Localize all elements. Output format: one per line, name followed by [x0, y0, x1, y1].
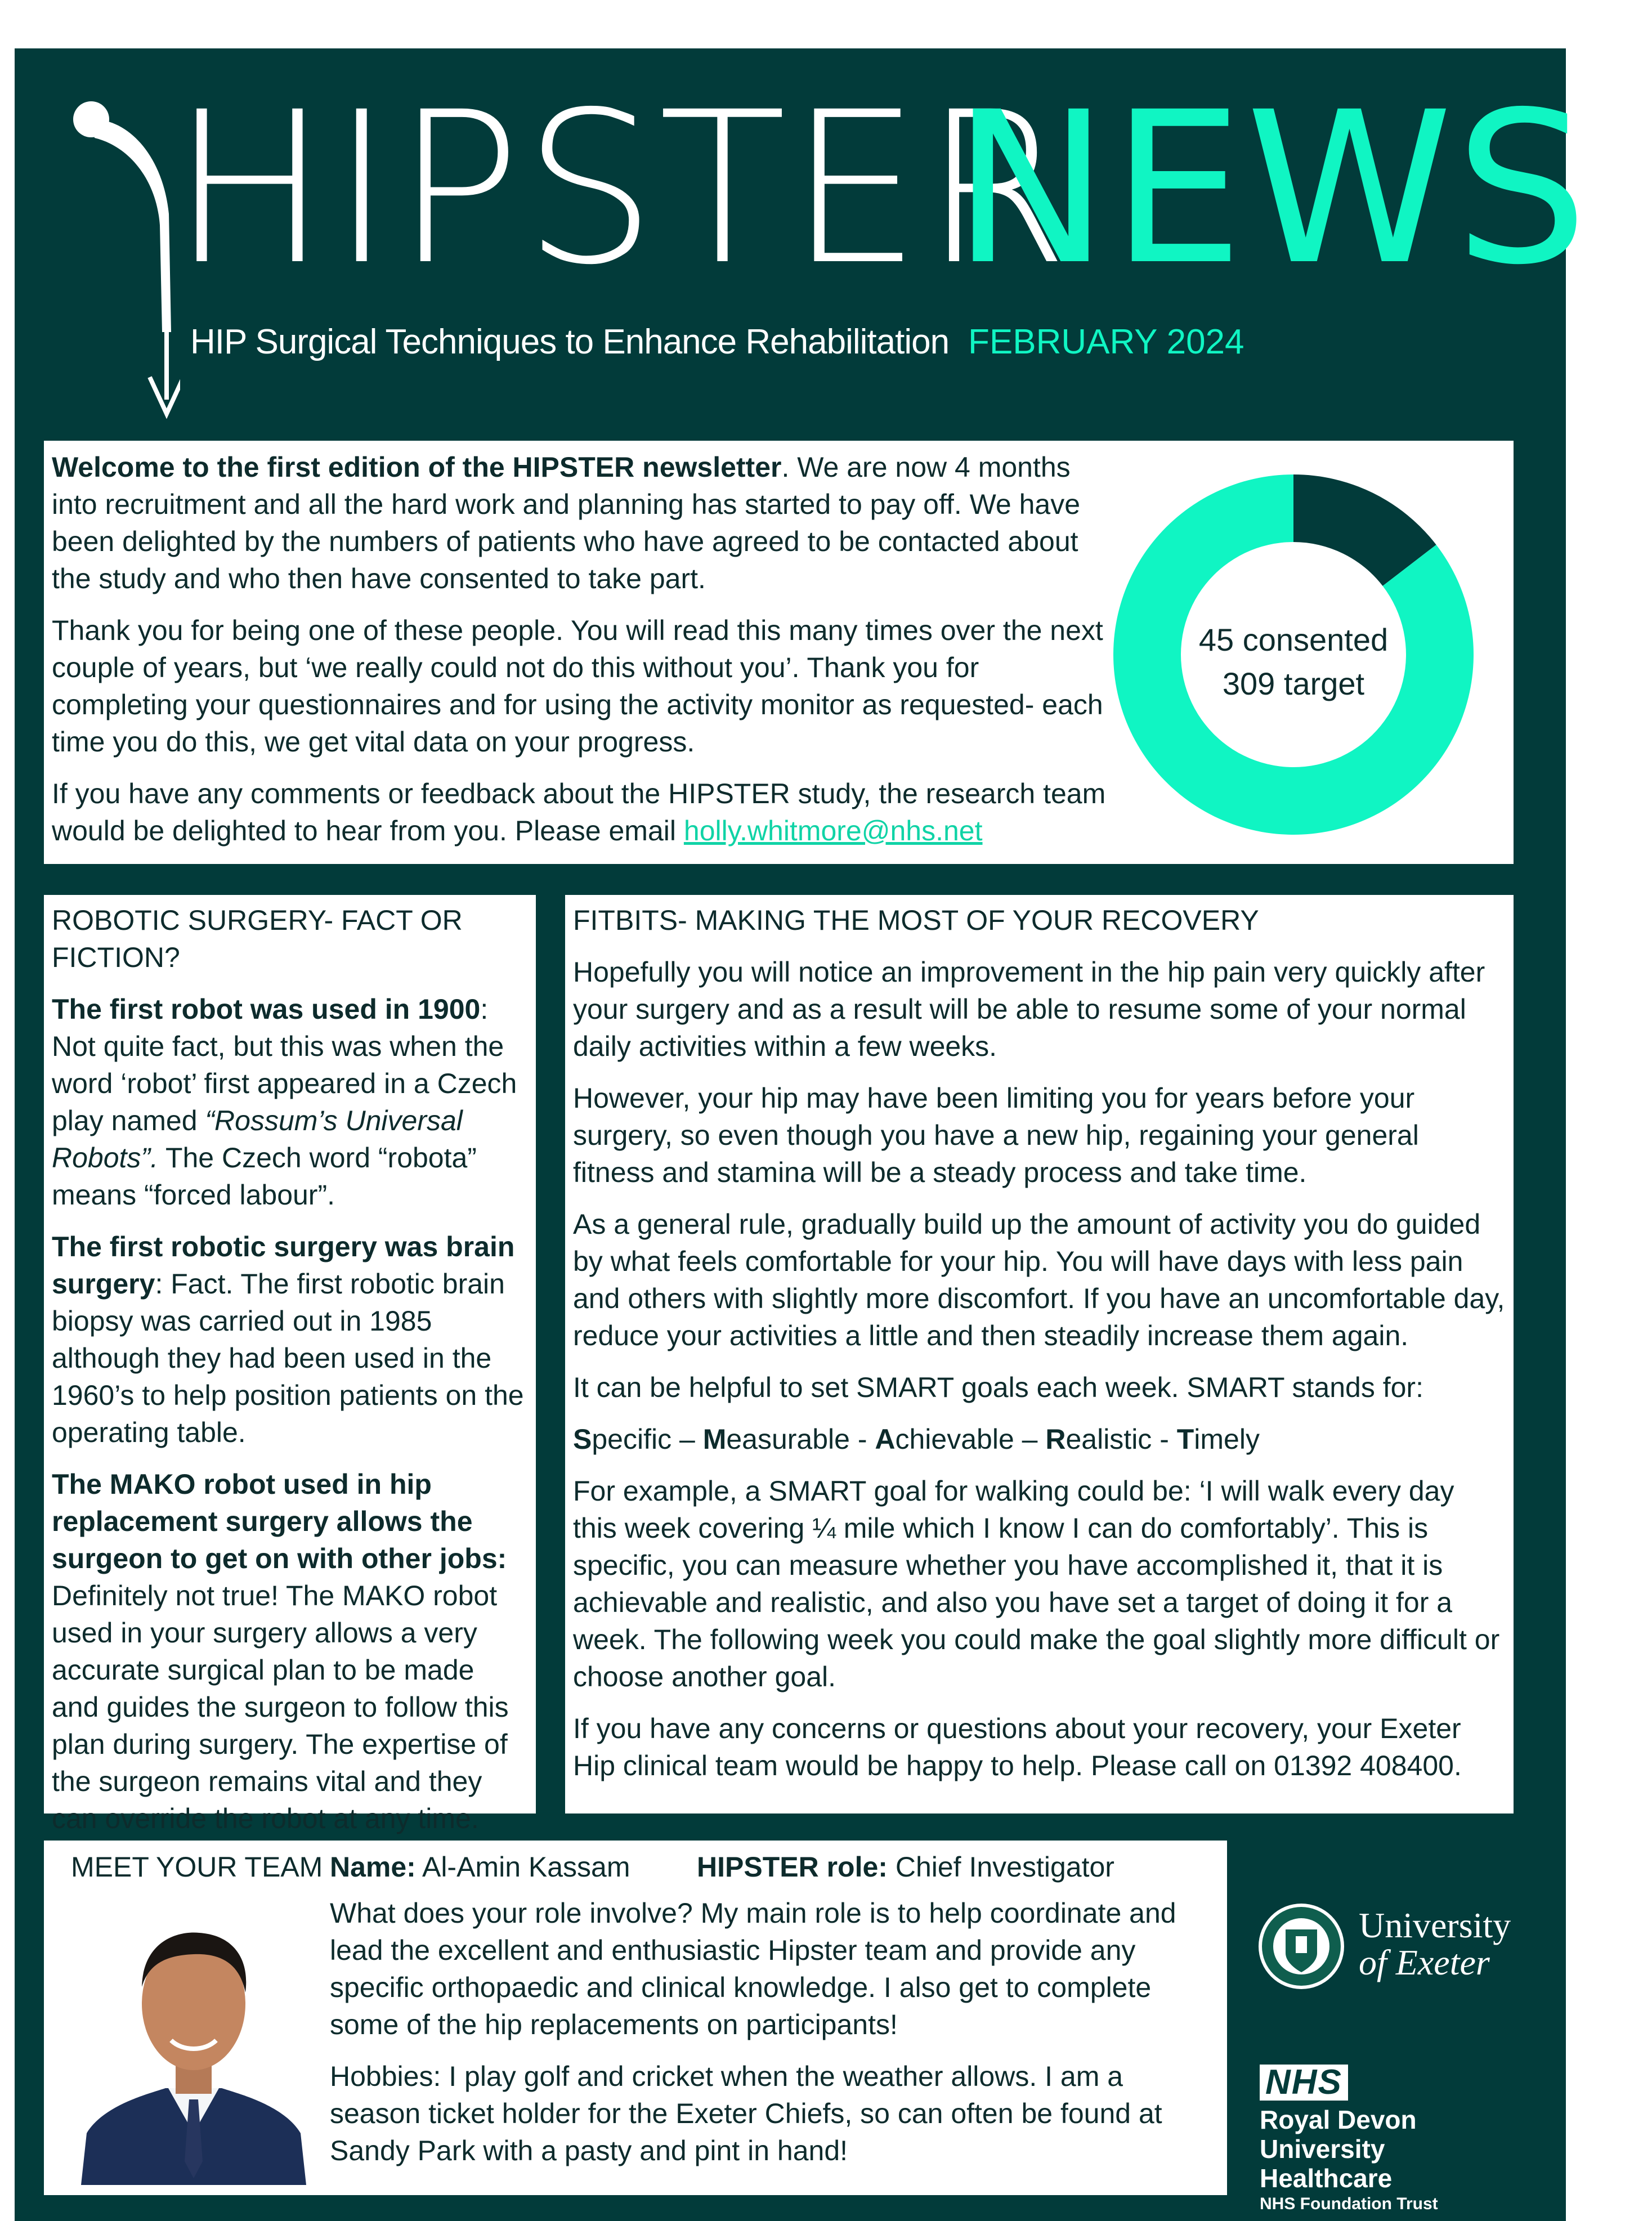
- robotic-fact-2: [52, 1228, 528, 1451]
- member-role: Chief Investigator: [887, 1851, 1114, 1883]
- hip-implant-icon: [51, 84, 180, 422]
- fact-1-text-end: The Czech word “robota” means “forced labour”.: [52, 1142, 477, 1211]
- name-label: Name:: [330, 1851, 416, 1883]
- newsletter-subtitle: HIP Surgical Techniques to Enhance Rehabilitation: [190, 323, 950, 361]
- fitbits-paragraph-4: It can be helpful to set SMART goals each week. SMART stands for:: [573, 1372, 1423, 1403]
- fact-2-text: : Fact. The first robotic brain biopsy was carried out in 1985 although they had been used in the 1960’s to help position patients on the operating table.: [52, 1268, 524, 1448]
- welcome-paragraph-3: [52, 775, 1110, 849]
- welcome-panel: [44, 441, 1514, 864]
- smart-separator: -: [849, 1423, 875, 1455]
- smart-acronym: [573, 1421, 1506, 1458]
- welcome-lead: Welcome to the first edition of the HIPSTER newsletter: [52, 451, 782, 483]
- robotic-fact-3: [52, 1466, 528, 1837]
- nhs-trust-line-3: NHS Foundation Trust: [1260, 2195, 1438, 2213]
- fitbits-paragraph-5: For example, a SMART goal for walking could be: ‘I will walk every day this week covering ¼ mile which I know I can do comfortably’. This is specific, you can measure whether you have accomplished it, that it is achievable and realistic, and also you have set a target of doing it for a week. The following week you could make the goal slightly more difficult or choose another goal.: [573, 1475, 1500, 1692]
- smart-word-realistic: ealistic: [1065, 1423, 1152, 1455]
- smart-separator: –: [671, 1423, 703, 1455]
- welcome-text: [52, 449, 1110, 849]
- nhs-trust-logo: [1260, 2065, 1524, 2215]
- fact-2-claim: The first robotic surgery was brain surgery: [52, 1231, 515, 1300]
- fitbits-paragraph-6: If you have any concerns or questions about your recovery, your Exeter Hip clinical team would be happy to help. Please call on 01392 408400.: [573, 1713, 1462, 1781]
- smart-word-achievable: chievable: [895, 1423, 1014, 1455]
- donut-center-label: [1096, 618, 1490, 706]
- university-crest-icon: [1256, 1901, 1346, 1991]
- team-bio-paragraph-2: Hobbies: I play golf and cricket when the weather allows. I am a season ticket holder for the Exeter Chiefs, so can often be found at Sandy Park with a pasty and pint in hand!: [330, 2061, 1162, 2166]
- team-role-line: [697, 1848, 1114, 1886]
- newsletter-title-accent: NEWS: [952, 67, 1591, 311]
- team-bio: [330, 1895, 1219, 2169]
- fitbits-paragraph-1: Hopefully you will notice an improvement in the hip pain very quickly after your surgery and as a result will be able to resume some of your normal daily activities within a few weeks.: [573, 956, 1485, 1062]
- smart-initial-r: R: [1045, 1423, 1066, 1455]
- robotic-fact-1: [52, 991, 528, 1214]
- welcome-lead-rest: . We are now 4 months into recruitment and all the hard work and planning has started to pay off. We have been delighted by the numbers of patients who have agreed to be contacted about the study and who then have consented to take part.: [52, 451, 1081, 594]
- recruitment-donut-chart: [1096, 469, 1490, 840]
- fitbits-heading: FITBITS- MAKING THE MOST OF YOUR RECOVERY: [573, 904, 1259, 936]
- member-name: Al-Amin Kassam: [415, 1851, 630, 1883]
- welcome-paragraph-1: [52, 449, 1110, 597]
- play-title: “Rossum’s Universal Robots”.: [52, 1105, 463, 1174]
- smart-separator: –: [1014, 1423, 1046, 1455]
- welcome-contact-text: If you have any comments or feedback about the HIPSTER study, the research team would be delighted to hear from you. Please email: [52, 778, 1106, 847]
- smart-initial-s: S: [573, 1423, 592, 1455]
- smart-word-measurable: easurable: [726, 1423, 850, 1455]
- robotic-heading: ROBOTIC SURGERY- FACT OR FICTION?: [52, 904, 463, 973]
- fact-1-text: : Not quite fact, but this was when the word ‘robot’ first appeared in a Czech play named: [52, 993, 517, 1136]
- smart-initial-t: T: [1176, 1423, 1194, 1455]
- fact-1-claim: The first robot was used in 1900: [52, 993, 481, 1025]
- university-name-line-1: University: [1359, 1905, 1511, 1945]
- smart-word-specific: pecific: [592, 1423, 672, 1455]
- smart-initial-a: A: [875, 1423, 896, 1455]
- newsletter-title: HIPSTER: [171, 67, 1071, 311]
- smart-word-timely: imely: [1194, 1423, 1260, 1455]
- meet-team-panel: [44, 1841, 1227, 2195]
- fitbits-paragraph-2: However, your hip may have been limiting you for years before your surgery, so even though you have a new hip, regaining your general fitness and stamina will be a steady process and take time.: [573, 1082, 1419, 1188]
- team-bio-paragraph-1: What does your role involve? My main role is to help coordinate and lead the excellent and enthusiastic Hipster team and provide any specific orthopaedic and clinical knowledge. I also get to complete some of the hip replacements on participants!: [330, 1897, 1176, 2040]
- fact-3-text: Definitely not true! The MAKO robot used in your surgery allows a very accurate surgical plan to be made and guides the surgeon to follow this plan during surgery. The expertise of the surgeon remains vital and they can override the robot at any time.: [52, 1580, 509, 1834]
- fitbits-paragraph-3: As a general rule, gradually build up the amount of activity you do guided by what feels comfortable for your hip. You will have days with less pain and others with slightly more discomfort. If you have an uncomfortable day, reduce your activities a little and then steadily increase them again.: [573, 1208, 1505, 1351]
- university-of-exeter-logo: [1256, 1901, 1515, 1991]
- smart-separator: -: [1152, 1423, 1177, 1455]
- contact-email-link[interactable]: holly.whitmore@nhs.net: [683, 815, 983, 847]
- robotic-surgery-panel: [44, 895, 536, 1834]
- consented-count-label: 45 consented: [1198, 622, 1389, 657]
- fact-3-claim: The MAKO robot used in hip replacement surgery allows the surgeon to get on with other jobs:: [52, 1468, 507, 1574]
- smart-initial-m: M: [702, 1423, 727, 1455]
- nhs-badge: NHS: [1260, 2065, 1348, 2101]
- role-label: HIPSTER role:: [697, 1851, 888, 1883]
- nhs-trust-line-2: University Healthcare: [1260, 2134, 1393, 2193]
- university-name-line-2: of Exeter: [1359, 1942, 1490, 1982]
- nhs-trust-line-1: Royal Devon: [1260, 2105, 1417, 2134]
- team-name-line: [330, 1848, 630, 1886]
- welcome-paragraph-2: Thank you for being one of these people. You will read this many times over the next couple of years, but ‘we really could not do this without you’. Thank you for completing your questionnaires and for using the activity monitor as requested- each time you do this, we get vital data on your progress.: [52, 615, 1103, 758]
- team-heading: MEET YOUR TEAM: [71, 1851, 323, 1883]
- fitbits-panel: [565, 895, 1514, 1813]
- issue-date: FEBRUARY 2024: [968, 323, 1244, 361]
- team-member-photo: [64, 1897, 323, 2185]
- target-count-label: 309 target: [1222, 666, 1365, 701]
